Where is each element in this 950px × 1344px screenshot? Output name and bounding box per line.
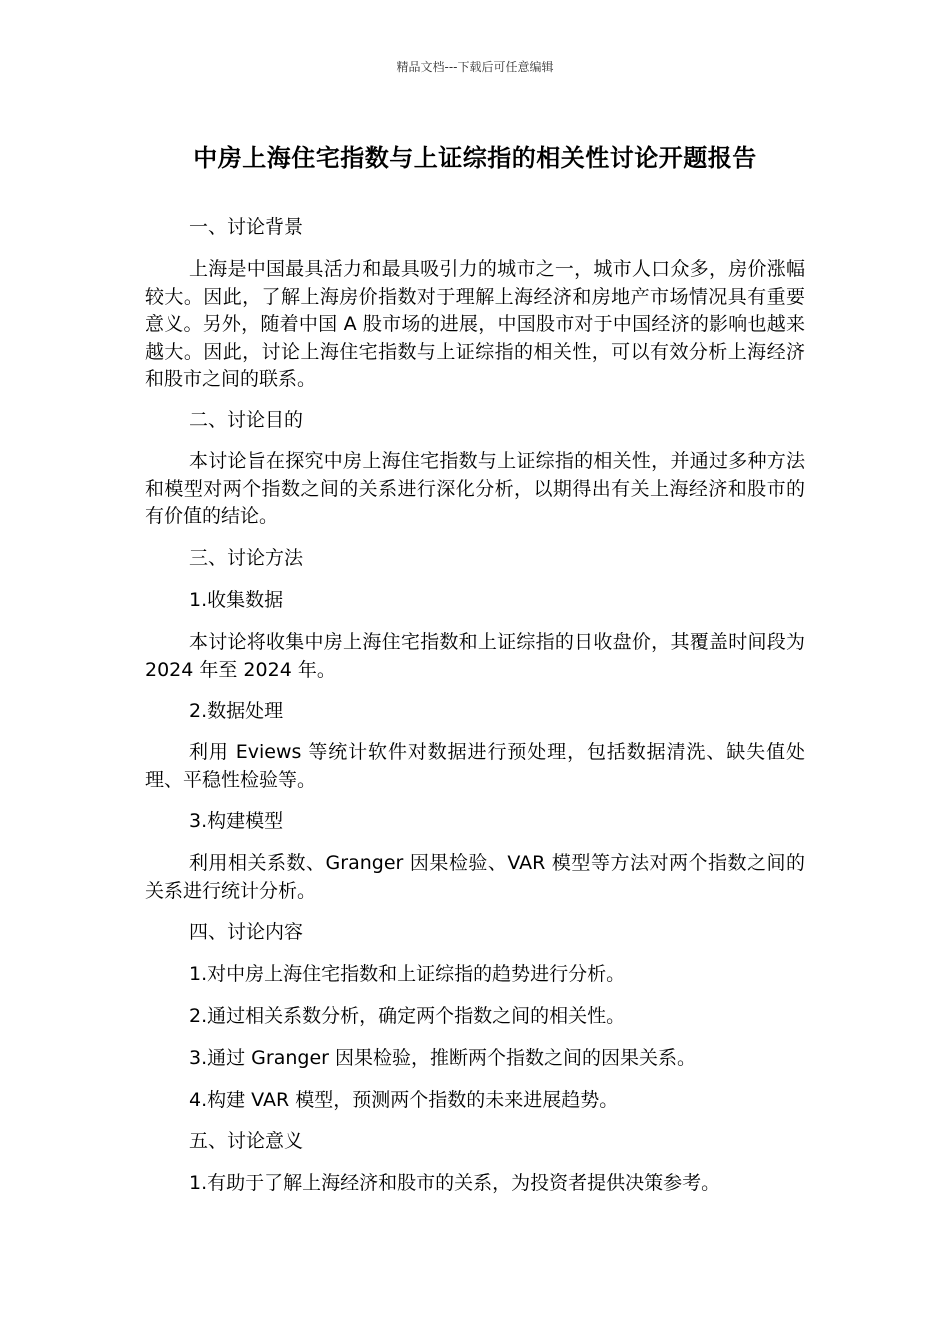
paragraph-data-processing: 利用 Eviews 等统计软件对数据进行预处理，包括数据清洗、缺失值处理、平稳性检验等。	[145, 741, 805, 791]
document-title: 中房上海住宅指数与上证综指的相关性讨论开题报告	[193, 144, 757, 172]
subheading-data-processing: 2.数据处理	[189, 700, 284, 722]
section-heading-method: 三、讨论方法	[189, 547, 304, 569]
content-item-2: 2.通过相关系数分析，确定两个指数之间的相关性。	[189, 1005, 626, 1027]
section-heading-background: 一、讨论背景	[189, 216, 304, 238]
content-item-4: 4.构建 VAR 模型，预测两个指数的未来进展趋势。	[189, 1089, 619, 1111]
significance-item-1: 1.有助于了解上海经济和股市的关系，为投资者提供决策参考。	[189, 1172, 721, 1194]
paragraph-collect-data: 本讨论将收集中房上海住宅指数和上证综指的日收盘价，其覆盖时间段为 2024 年至 2024 年。	[145, 631, 805, 681]
subheading-build-model: 3.构建模型	[189, 810, 284, 832]
paragraph-build-model: 利用相关系数、Granger 因果检验、VAR 模型等方法对两个指数之间的关系进行统计分析。	[145, 852, 805, 902]
section-heading-content: 四、讨论内容	[189, 921, 304, 943]
paragraph-background: 上海是中国最具活力和最具吸引力的城市之一，城市人口众多，房价涨幅较大。因此，了解上海房价指数对于理解上海经济和房地产市场情况具有重要意义。另外，随着中国 A 股市场的进展，中国股市对于中国经济的影响也越来越大。因此，讨论上海住宅指数与上证综指的相关性，可以有效分析上海经济和股市之间的联系。	[145, 258, 805, 390]
header-note: 精品文档---下载后可任意编辑	[396, 60, 554, 74]
subheading-collect-data: 1.收集数据	[189, 589, 284, 611]
content-item-1: 1.对中房上海住宅指数和上证综指的趋势进行分析。	[189, 963, 626, 985]
section-heading-significance: 五、讨论意义	[189, 1130, 304, 1152]
paragraph-purpose: 本讨论旨在探究中房上海住宅指数与上证综指的相关性，并通过多种方法和模型对两个指数之间的关系进行深化分析，以期得出有关上海经济和股市的有价值的结论。	[145, 450, 805, 527]
content-item-3: 3.通过 Granger 因果检验，推断两个指数之间的因果关系。	[189, 1047, 696, 1069]
section-heading-purpose: 二、讨论目的	[189, 409, 304, 431]
